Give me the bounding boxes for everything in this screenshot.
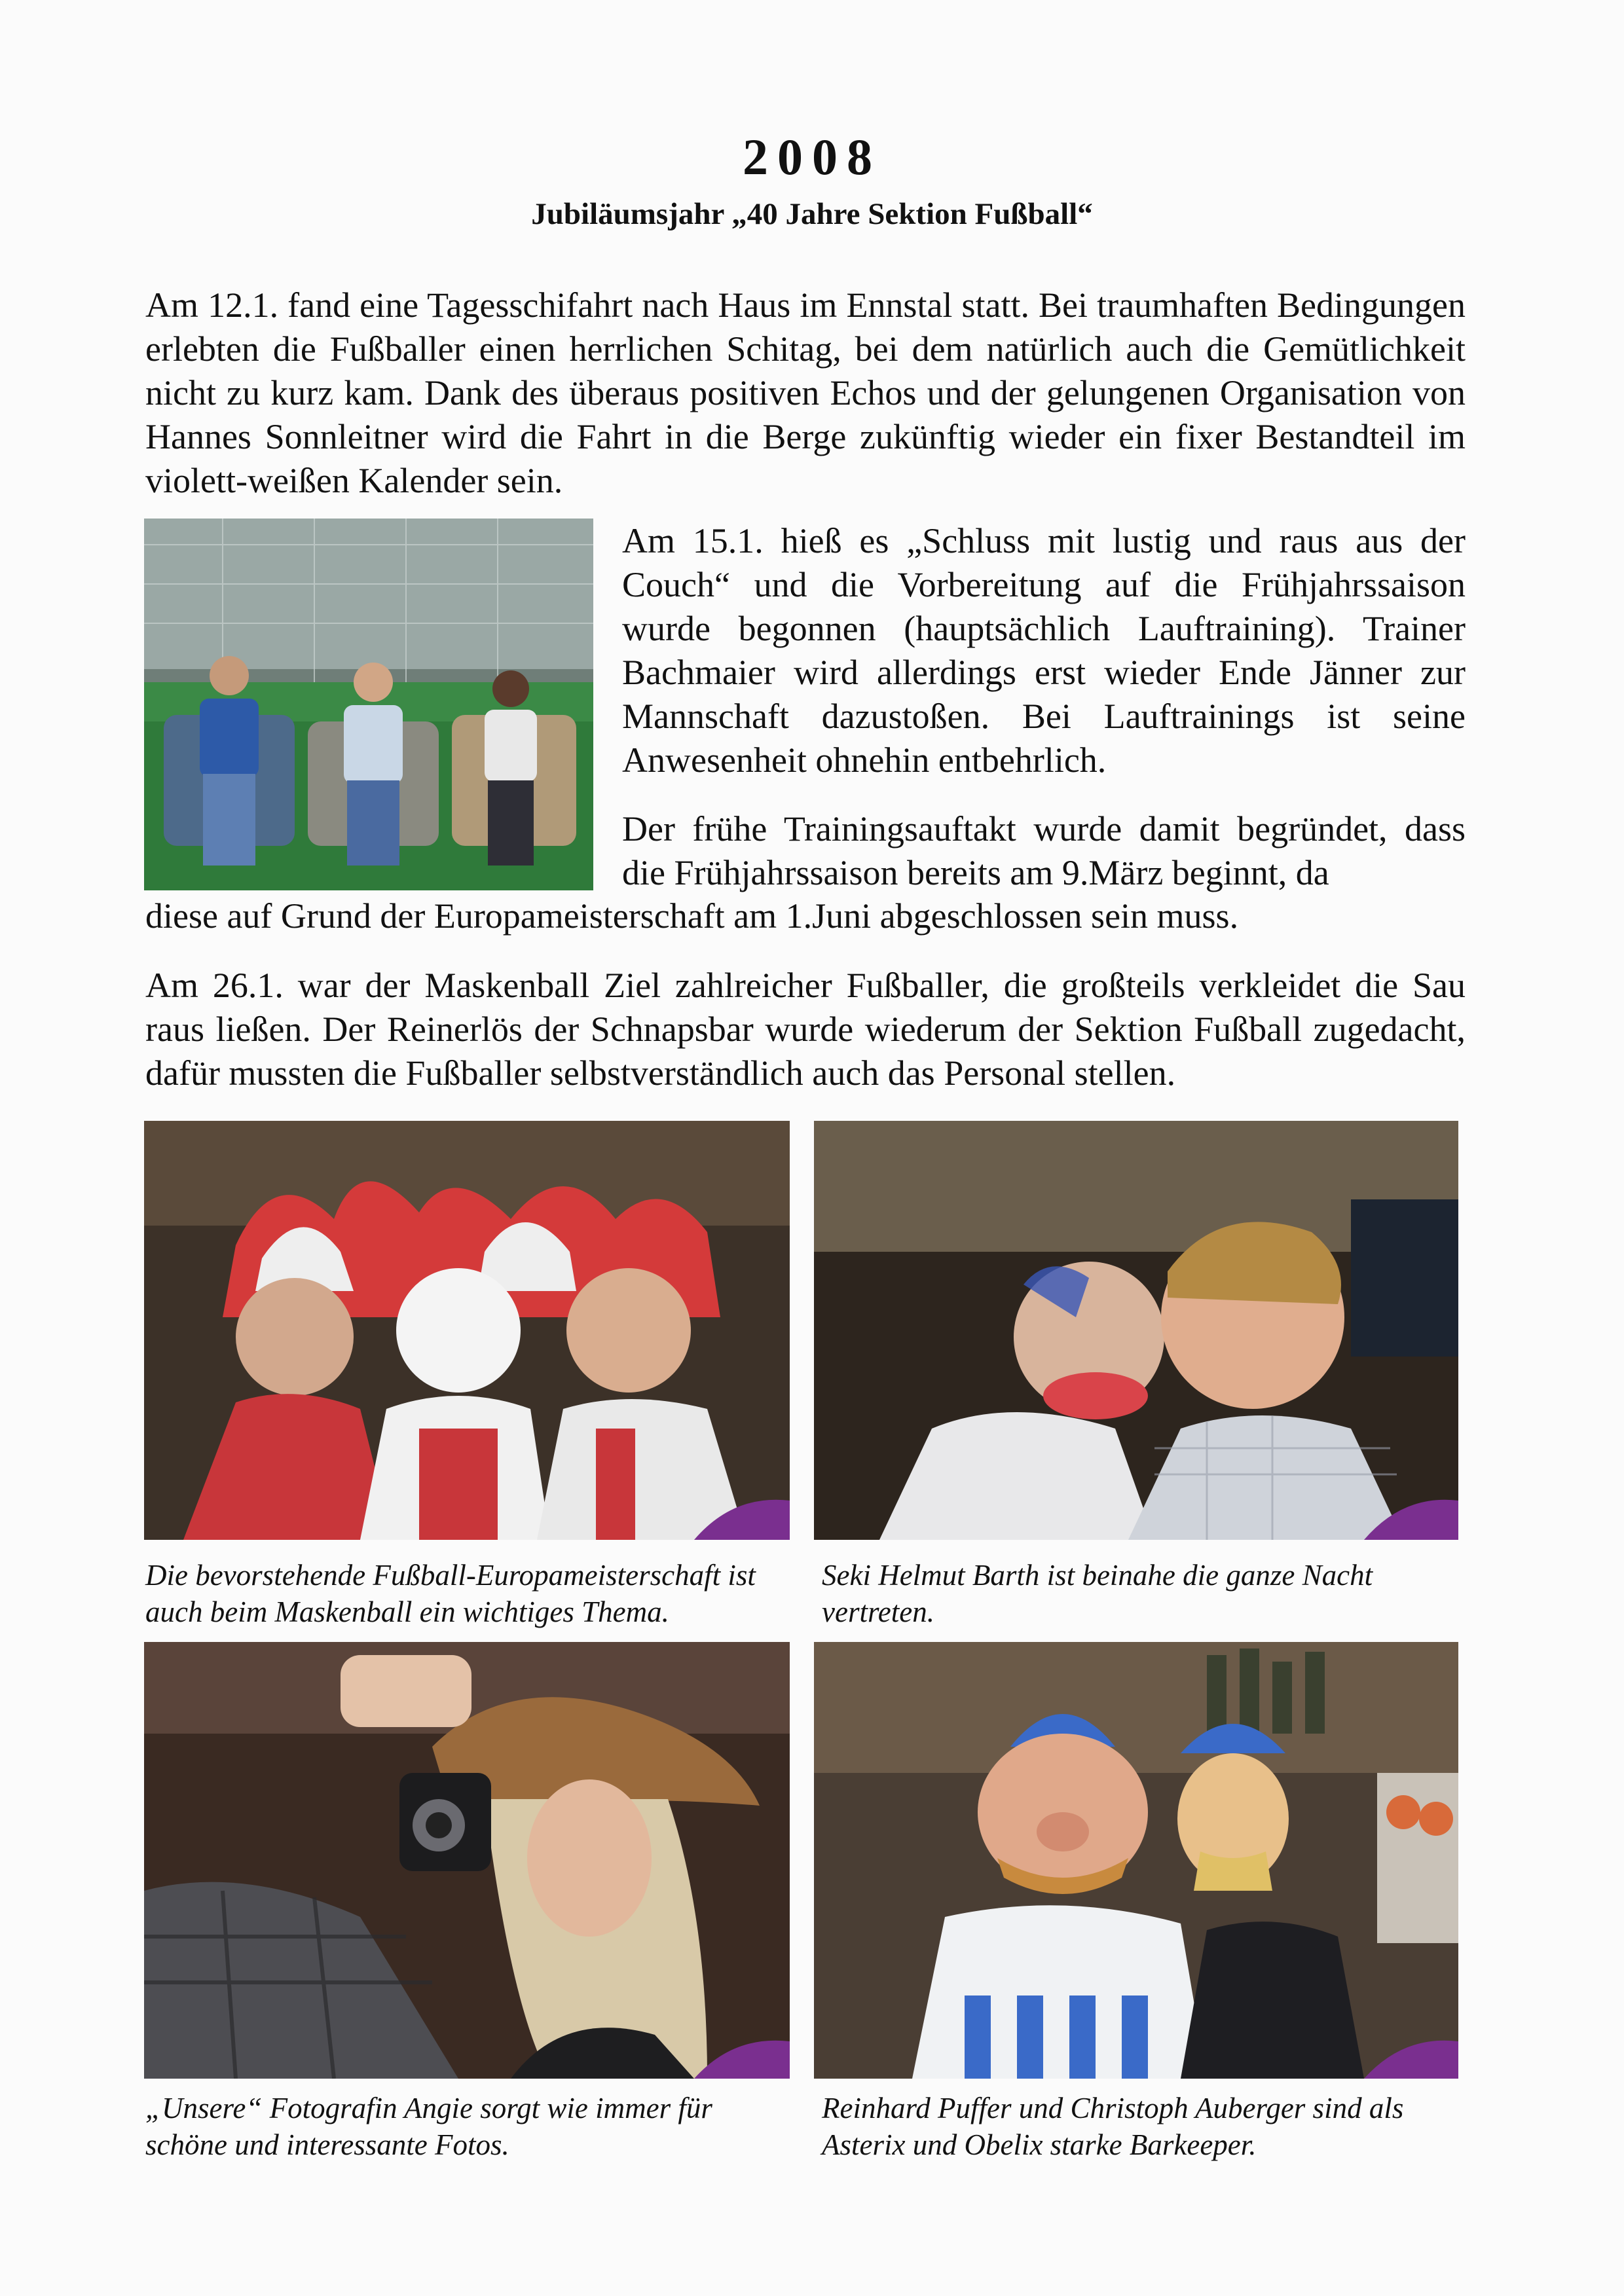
photo-seki-helmut-barth [814,1121,1458,1540]
photo-photographer-angie [144,1642,790,2079]
paragraph-early-start-part1: Der frühe Trainingsauftakt wurde damit begründet, dass die Frühjahrssaison bereits am 9.März beginnt, da [622,809,1466,892]
page-subtitle: Jubiläumsjahr „40 Jahre Sektion Fußball“ [531,197,1093,231]
paragraph-masked-ball: Am 26.1. war der Maskenball Ziel zahlreicher Fußballer, die großteils verkleidet die Sau raus ließen. Der Reinerlös der Schnapsbar wurde wiederum der Sektion Fußball zugedacht, dafür mussten die Fußballer selbstverständlich auch das Personal stellen. [145,966,1466,1093]
caption-photographer-angie: „Unsere“ Fotografin Angie sorgt wie immer für schöne und interessante Fotos. [145,2092,712,2161]
paragraph-ski-trip: Am 12.1. fand eine Tagesschifahrt nach Haus im Ennstal statt. Bei traumhaften Bedingungen erlebten die Fußballer einen herrlichen Schitag, bei dem natürlich auch die Gemütlichkeit nicht zu kurz kam. Dank des überaus positiven Echos und der gelungenen Organisation von Hannes Sonnleitner wird die Fahrt in die Berge zukünftig wieder ein fixer Bestandteil im violett-weißen Kalender sein. [145,285,1466,500]
caption-asterix-obelix: Reinhard Puffer und Christoph Auberger sind als Asterix und Obelix starke Barkeeper. [822,2092,1404,2161]
paragraph-training-start: Am 15.1. hieß es „Schluss mit lustig und raus aus der Couch“ und die Vorbereitung auf die Frühjahrssaison wurde begonnen (hauptsächlich Lauftraining). Trainer Bachmaier wird allerdings erst wieder Ende Jänner zur Mannschaft dazustoßen. Bei Lauftrainings ist seine Anwesenheit ohnehin entbehrlich. [622,521,1466,780]
caption-euro-fans: Die bevorstehende Fußball-Europameisterschaft ist auch beim Maskenball ein wichtiges Thema. [145,1559,756,1628]
paragraph-early-start-part2: diese auf Grund der Europameisterschaft am 1.Juni abgeschlossen sein muss. [145,896,1239,936]
caption-seki-helmut-barth: Seki Helmut Barth ist beinahe die ganze Nacht vertreten. [822,1559,1373,1628]
page-year: 2008 [743,128,881,185]
photo-asterix-obelix-barkeepers [814,1642,1458,2079]
photo-couch-training [144,519,593,890]
photo-euro-fans [144,1121,790,1540]
